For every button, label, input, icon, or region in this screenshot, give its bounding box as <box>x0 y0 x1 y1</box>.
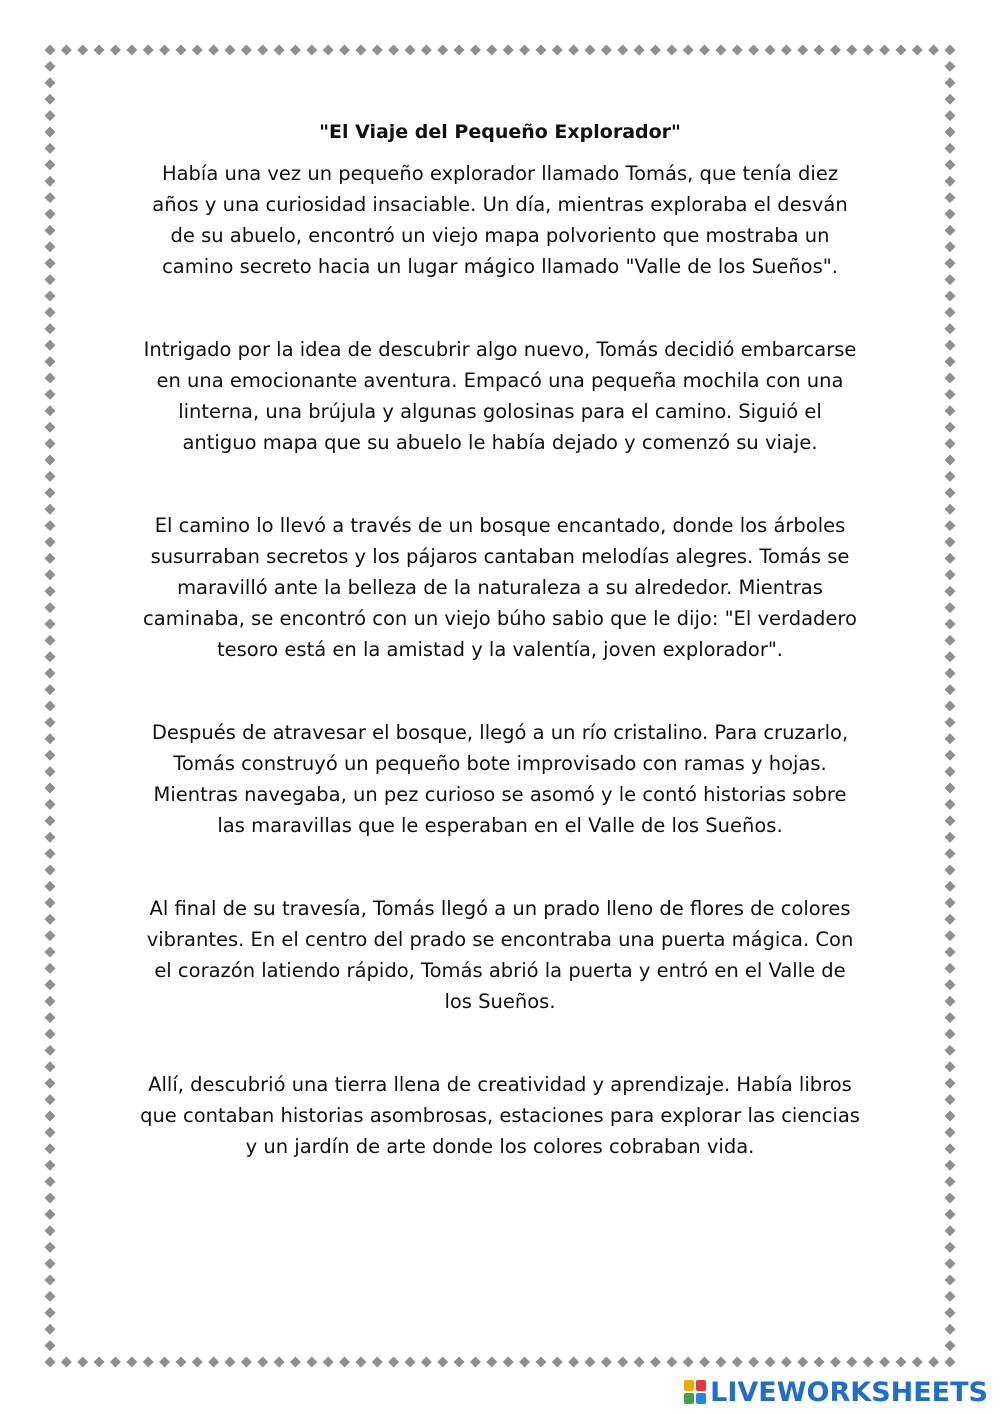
border-diamond <box>945 1078 956 1089</box>
border-diamond <box>945 832 956 843</box>
border-diamond <box>45 1258 56 1269</box>
border-diamond <box>45 1143 56 1154</box>
border-diamond <box>945 1127 956 1138</box>
border-diamond <box>159 45 170 56</box>
border-diamond <box>715 1357 726 1368</box>
story-paragraph-2: Intrigado por la idea de descubrir algo nuevo, Tomás decidió embarcarse en una emocionante aventura. Empacó una pequeña mochila con una linterna, una brújula y algunas golosinas para el camino. Siguió el antiguo mapa que su abuelo le había dejado y comenzó su viaje. <box>143 338 857 454</box>
border-diamond <box>45 127 56 138</box>
border-diamond <box>470 1357 481 1368</box>
border-diamond <box>45 422 56 433</box>
border-diamond <box>945 602 956 613</box>
border-diamond <box>61 1357 72 1368</box>
border-diamond <box>405 1357 416 1368</box>
border-diamond <box>290 45 301 56</box>
border-diamond <box>945 1209 956 1220</box>
border-diamond <box>323 45 334 56</box>
border-diamond <box>945 455 956 466</box>
border-diamond <box>45 553 56 564</box>
border-diamond <box>945 1029 956 1040</box>
border-diamond <box>863 1357 874 1368</box>
border-diamond <box>503 45 514 56</box>
worksheet-content <box>140 118 860 1162</box>
border-diamond <box>846 45 857 56</box>
border-diamond <box>45 1012 56 1023</box>
border-diamond <box>945 176 956 187</box>
border-diamond <box>45 1291 56 1302</box>
border-diamond <box>45 77 56 88</box>
border-diamond <box>945 701 956 712</box>
border-diamond <box>895 45 906 56</box>
border-diamond <box>568 45 579 56</box>
border-diamond <box>257 45 268 56</box>
border-diamond <box>945 1340 956 1351</box>
border-diamond <box>781 1357 792 1368</box>
border-diamond <box>355 1357 366 1368</box>
border-diamond <box>650 1357 661 1368</box>
border-diamond <box>323 1357 334 1368</box>
border-diamond <box>781 45 792 56</box>
border-diamond <box>45 356 56 367</box>
border-diamond <box>732 45 743 56</box>
border-diamond <box>45 307 56 318</box>
border-diamond <box>454 1357 465 1368</box>
border-diamond <box>45 717 56 728</box>
border-diamond <box>830 1357 841 1368</box>
border-diamond <box>159 1357 170 1368</box>
border-diamond <box>45 979 56 990</box>
border-diamond <box>945 914 956 925</box>
border-diamond <box>45 340 56 351</box>
border-diamond <box>454 45 465 56</box>
border-diamond <box>45 865 56 876</box>
border-diamond <box>945 61 956 72</box>
border-diamond <box>45 291 56 302</box>
border-diamond <box>45 930 56 941</box>
border-diamond <box>945 684 956 695</box>
border-diamond <box>110 1357 121 1368</box>
border-diamond <box>208 45 219 56</box>
border-diamond <box>45 225 56 236</box>
border-diamond <box>634 45 645 56</box>
border-diamond <box>45 520 56 531</box>
border-diamond <box>486 1357 497 1368</box>
border-diamond <box>945 373 956 384</box>
border-diamond <box>45 159 56 170</box>
border-diamond <box>45 504 56 515</box>
border-diamond <box>45 783 56 794</box>
border-diamond <box>601 1357 612 1368</box>
border-diamond <box>45 1176 56 1187</box>
border-diamond <box>945 996 956 1007</box>
border-diamond <box>748 45 759 56</box>
border-diamond <box>192 45 203 56</box>
border-diamond <box>945 110 956 121</box>
border-diamond <box>257 1357 268 1368</box>
border-diamond <box>568 1357 579 1368</box>
border-diamond <box>945 1143 956 1154</box>
border-diamond <box>945 881 956 892</box>
border-diamond <box>814 45 825 56</box>
border-diamond <box>45 766 56 777</box>
border-diamond <box>797 45 808 56</box>
border-diamond <box>77 1357 88 1368</box>
border-diamond <box>306 45 317 56</box>
border-diamond <box>45 487 56 498</box>
border-diamond <box>945 192 956 203</box>
border-diamond <box>945 1242 956 1253</box>
border-diamond <box>945 635 956 646</box>
border-diamond <box>45 947 56 958</box>
border-diamond <box>765 45 776 56</box>
border-diamond <box>45 914 56 925</box>
border-diamond <box>45 143 56 154</box>
border-diamond <box>45 799 56 810</box>
border-diamond <box>945 438 956 449</box>
liveworksheets-logo-icon <box>684 1380 706 1404</box>
border-diamond <box>945 504 956 515</box>
border-diamond <box>945 815 956 826</box>
border-diamond <box>945 323 956 334</box>
border-diamond <box>45 701 56 712</box>
border-diamond <box>945 766 956 777</box>
border-diamond <box>945 274 956 285</box>
border-diamond <box>945 356 956 367</box>
border-diamond <box>535 45 546 56</box>
border-diamond <box>945 1291 956 1302</box>
border-diamond <box>945 569 956 580</box>
border-diamond <box>945 979 956 990</box>
border-diamond <box>617 45 628 56</box>
border-diamond <box>945 1045 956 1056</box>
border-diamond <box>945 619 956 630</box>
border-diamond <box>405 45 416 56</box>
border-diamond <box>45 1357 56 1368</box>
border-diamond <box>45 61 56 72</box>
border-diamond <box>290 1357 301 1368</box>
border-diamond <box>45 176 56 187</box>
border-diamond <box>45 1242 56 1253</box>
border-diamond <box>241 1357 252 1368</box>
border-diamond <box>945 553 956 564</box>
border-diamond <box>945 389 956 400</box>
border-diamond <box>945 422 956 433</box>
border-diamond <box>683 45 694 56</box>
border-diamond <box>45 881 56 892</box>
border-diamond <box>945 258 956 269</box>
border-diamond <box>45 192 56 203</box>
border-diamond <box>45 1275 56 1286</box>
story-paragraph-1: Había una vez un pequeño explorador llamado Tomás, que tenía diez años y una curiosidad insaciable. Un día, mientras exploraba el desván de su abuelo, encontró un viejo mapa polvoriento que mostraba un camino secreto hacia un lugar mágico llamado "Valle de los Sueños". <box>152 162 848 278</box>
border-diamond <box>912 1357 923 1368</box>
border-diamond <box>388 45 399 56</box>
border-diamond <box>45 274 56 285</box>
border-diamond <box>945 127 956 138</box>
border-diamond <box>306 1357 317 1368</box>
border-diamond <box>912 45 923 56</box>
border-diamond <box>45 963 56 974</box>
border-diamond <box>45 1045 56 1056</box>
border-diamond <box>945 1160 956 1171</box>
story-paragraph-3: El camino lo llevó a través de un bosque encantado, donde los árboles susurraban secretos y los pájaros cantaban melodías alegres. Tomás se maravilló ante la belleza de la naturaleza a su alrededor. Mientras caminaba, se encontró con un viejo búho sabio que le dijo: "El verdadero tesoro está en la amistad y la valentía, joven explorador". <box>143 514 857 661</box>
border-diamond <box>699 1357 710 1368</box>
border-diamond <box>552 1357 563 1368</box>
border-diamond <box>945 143 956 154</box>
border-diamond <box>45 848 56 859</box>
border-diamond <box>666 45 677 56</box>
border-diamond <box>945 520 956 531</box>
story-paragraph-4: Después de atravesar el bosque, llegó a un río cristalino. Para cruzarlo, Tomás construyó un pequeño bote improvisado con ramas y hojas. Mientras navegaba, un pez curioso se asomó y le contó historias sobre las maravillas que le esperaban en el Valle de los Sueños. <box>151 721 849 837</box>
border-diamond <box>585 1357 596 1368</box>
border-diamond <box>945 209 956 220</box>
border-diamond <box>110 45 121 56</box>
border-diamond <box>519 1357 530 1368</box>
border-diamond <box>945 159 956 170</box>
border-diamond <box>945 930 956 941</box>
border-diamond <box>45 1127 56 1138</box>
border-diamond <box>945 1307 956 1318</box>
border-diamond <box>945 537 956 548</box>
border-diamond <box>45 258 56 269</box>
border-diamond <box>945 45 956 56</box>
border-diamond <box>45 323 56 334</box>
border-diamond <box>945 1111 956 1122</box>
border-diamond <box>945 783 956 794</box>
border-diamond <box>945 1176 956 1187</box>
border-diamond <box>45 1225 56 1236</box>
border-diamond <box>830 45 841 56</box>
border-diamond <box>814 1357 825 1368</box>
border-diamond <box>945 947 956 958</box>
border-diamond <box>45 389 56 400</box>
border-diamond <box>45 733 56 744</box>
border-diamond <box>945 307 956 318</box>
border-diamond <box>143 1357 154 1368</box>
border-diamond <box>437 1357 448 1368</box>
border-diamond <box>339 45 350 56</box>
border-diamond <box>535 1357 546 1368</box>
border-diamond <box>192 1357 203 1368</box>
border-diamond <box>372 1357 383 1368</box>
liveworksheets-watermark[interactable] <box>684 1376 988 1408</box>
border-diamond <box>895 1357 906 1368</box>
border-diamond <box>175 45 186 56</box>
border-diamond <box>45 373 56 384</box>
border-diamond <box>77 45 88 56</box>
border-diamond <box>94 1357 105 1368</box>
border-diamond <box>945 340 956 351</box>
border-diamond <box>175 1357 186 1368</box>
border-diamond <box>945 651 956 662</box>
border-diamond <box>879 45 890 56</box>
border-diamond <box>945 963 956 974</box>
border-diamond <box>45 1061 56 1072</box>
border-diamond <box>45 405 56 416</box>
border-diamond <box>45 996 56 1007</box>
border-diamond <box>45 569 56 580</box>
border-diamond <box>208 1357 219 1368</box>
border-diamond <box>355 45 366 56</box>
border-diamond <box>945 1061 956 1072</box>
border-diamond <box>945 471 956 482</box>
border-diamond <box>945 1275 956 1286</box>
border-diamond <box>945 77 956 88</box>
border-diamond <box>519 45 530 56</box>
border-diamond <box>945 291 956 302</box>
border-diamond <box>45 1111 56 1122</box>
border-diamond <box>945 897 956 908</box>
border-diamond <box>274 45 285 56</box>
border-diamond <box>45 750 56 761</box>
border-diamond <box>945 848 956 859</box>
border-diamond <box>274 1357 285 1368</box>
border-diamond <box>486 45 497 56</box>
border-diamond <box>945 668 956 679</box>
border-diamond <box>143 45 154 56</box>
border-diamond <box>45 438 56 449</box>
border-diamond <box>45 1324 56 1335</box>
border-diamond <box>45 1340 56 1351</box>
border-diamond <box>225 45 236 56</box>
border-diamond <box>421 1357 432 1368</box>
border-diamond <box>45 1078 56 1089</box>
border-diamond <box>45 1160 56 1171</box>
story-paragraph-6: Allí, descubrió una tierra llena de creatividad y aprendizaje. Había libros que contaban historias asombrosas, estaciones para explorar las ciencias y un jardín de arte donde los colores cobraban vida. <box>140 1073 860 1158</box>
border-diamond <box>45 1307 56 1318</box>
border-diamond <box>945 799 956 810</box>
border-diamond <box>421 45 432 56</box>
border-diamond <box>470 45 481 56</box>
border-diamond <box>945 586 956 597</box>
border-diamond <box>748 1357 759 1368</box>
border-diamond <box>732 1357 743 1368</box>
border-diamond <box>45 897 56 908</box>
border-diamond <box>339 1357 350 1368</box>
border-diamond <box>126 45 137 56</box>
border-diamond <box>45 635 56 646</box>
border-diamond <box>945 865 956 876</box>
border-diamond <box>715 45 726 56</box>
border-diamond <box>666 1357 677 1368</box>
border-diamond <box>45 1209 56 1220</box>
border-diamond <box>45 586 56 597</box>
border-diamond <box>945 405 956 416</box>
border-diamond <box>61 45 72 56</box>
border-diamond <box>945 750 956 761</box>
border-diamond <box>585 45 596 56</box>
border-diamond <box>45 602 56 613</box>
border-diamond <box>45 209 56 220</box>
border-diamond <box>94 45 105 56</box>
border-diamond <box>928 45 939 56</box>
border-diamond <box>928 1357 939 1368</box>
border-diamond <box>945 1225 956 1236</box>
story-title: "El Viaje del Pequeño Explorador" <box>319 121 681 143</box>
border-diamond <box>45 455 56 466</box>
border-diamond <box>945 1258 956 1269</box>
border-diamond <box>683 1357 694 1368</box>
border-diamond <box>437 45 448 56</box>
border-diamond <box>765 1357 776 1368</box>
border-diamond <box>45 471 56 482</box>
border-diamond <box>241 45 252 56</box>
border-diamond <box>372 45 383 56</box>
border-diamond <box>45 651 56 662</box>
border-diamond <box>552 45 563 56</box>
border-diamond <box>45 1094 56 1105</box>
border-diamond <box>945 1357 956 1368</box>
border-diamond <box>601 45 612 56</box>
border-diamond <box>797 1357 808 1368</box>
border-diamond <box>879 1357 890 1368</box>
border-diamond <box>945 487 956 498</box>
border-diamond <box>945 94 956 105</box>
border-diamond <box>126 1357 137 1368</box>
border-diamond <box>945 225 956 236</box>
border-diamond <box>699 45 710 56</box>
border-diamond <box>45 110 56 121</box>
border-diamond <box>45 815 56 826</box>
border-diamond <box>45 45 56 56</box>
story-paragraph-5: Al final de su travesía, Tomás llegó a un prado lleno de flores de colores vibrantes. En el centro del prado se encontraba una puerta mágica. Con el corazón latiendo rápido, Tomás abrió la puerta y entró en el Valle de los Sueños. <box>146 897 854 1013</box>
border-diamond <box>503 1357 514 1368</box>
border-diamond <box>945 1094 956 1105</box>
border-diamond <box>45 832 56 843</box>
border-diamond <box>846 1357 857 1368</box>
border-diamond <box>388 1357 399 1368</box>
watermark-text: LIVEWORKSHEETS <box>710 1376 988 1408</box>
border-diamond <box>617 1357 628 1368</box>
border-diamond <box>45 668 56 679</box>
border-diamond <box>45 619 56 630</box>
border-diamond <box>945 717 956 728</box>
border-diamond <box>225 1357 236 1368</box>
border-diamond <box>945 1193 956 1204</box>
border-diamond <box>945 1324 956 1335</box>
border-diamond <box>945 733 956 744</box>
border-diamond <box>45 537 56 548</box>
border-diamond <box>863 45 874 56</box>
border-diamond <box>45 241 56 252</box>
border-diamond <box>945 241 956 252</box>
border-diamond <box>45 94 56 105</box>
border-diamond <box>634 1357 645 1368</box>
border-diamond <box>45 1193 56 1204</box>
border-diamond <box>45 1029 56 1040</box>
border-diamond <box>45 684 56 695</box>
border-diamond <box>650 45 661 56</box>
border-diamond <box>945 1012 956 1023</box>
